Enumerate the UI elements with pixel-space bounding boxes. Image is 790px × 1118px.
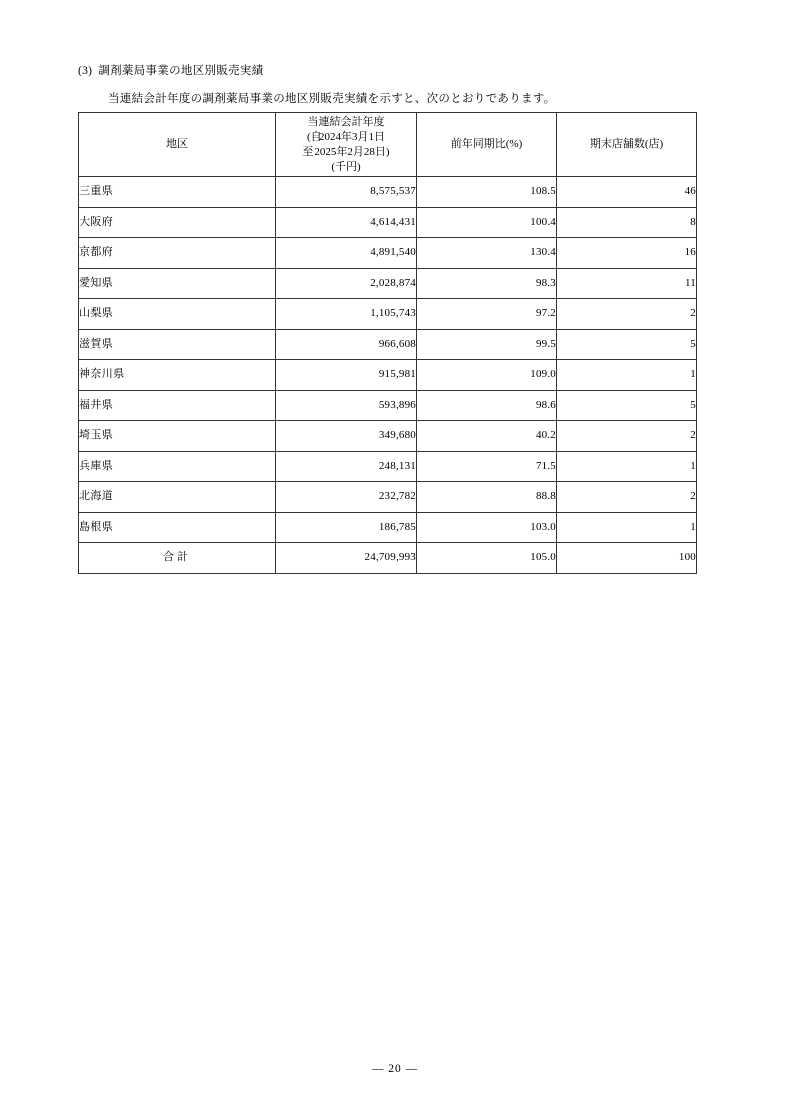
cell-stores: 46: [557, 177, 697, 208]
column-header-stores: [557, 113, 697, 177]
cell-amount: 186,785: [276, 512, 417, 543]
cell-amount: 4,614,431: [276, 207, 417, 238]
table-row: [79, 451, 697, 482]
table-row: [79, 360, 697, 391]
cell-yoy: 40.2: [417, 421, 557, 452]
cell-stores: 2: [557, 482, 697, 513]
column-header-amount: [276, 113, 417, 177]
cell-yoy: 71.5: [417, 451, 557, 482]
cell-region: 京都府: [79, 238, 276, 269]
cell-stores: 2: [557, 299, 697, 330]
cell-region: 山梨県: [79, 299, 276, 330]
table-row: [79, 482, 697, 513]
column-header-region-label: 地区: [166, 138, 188, 151]
cell-amount: 593,896: [276, 390, 417, 421]
cell-region: 兵庫県: [79, 451, 276, 482]
table-row: [79, 207, 697, 238]
cell-yoy-total: 105.0: [417, 543, 557, 574]
cell-yoy: 100.4: [417, 207, 557, 238]
cell-region: 北海道: [79, 482, 276, 513]
cell-region: 神奈川県: [79, 360, 276, 391]
regional-sales-table: [78, 112, 697, 574]
cell-amount: 966,608: [276, 329, 417, 360]
cell-region: 大阪府: [79, 207, 276, 238]
cell-region-total: 合計: [79, 543, 276, 574]
cell-stores: 11: [557, 268, 697, 299]
cell-stores: 2: [557, 421, 697, 452]
cell-yoy: 109.0: [417, 360, 557, 391]
cell-stores: 1: [557, 451, 697, 482]
cell-yoy: 108.5: [417, 177, 557, 208]
column-header-amount-unit: (千円): [331, 160, 361, 173]
table-row: [79, 177, 697, 208]
cell-yoy: 98.6: [417, 390, 557, 421]
cell-region: 島根県: [79, 512, 276, 543]
cell-yoy: 103.0: [417, 512, 557, 543]
cell-yoy: 97.2: [417, 299, 557, 330]
period-to-date: 2025年2月28日): [314, 145, 390, 158]
table-row-total: [79, 543, 697, 574]
cell-stores: 5: [557, 329, 697, 360]
table-header: [79, 113, 697, 177]
cell-region: 三重県: [79, 177, 276, 208]
section-number: (3): [78, 65, 93, 77]
table-row: [79, 238, 697, 269]
table-row: [79, 512, 697, 543]
cell-stores: 1: [557, 512, 697, 543]
cell-yoy: 130.4: [417, 238, 557, 269]
period-from-date: 2024年3月1日: [319, 130, 385, 143]
cell-amount: 1,105,743: [276, 299, 417, 330]
cell-region: 愛知県: [79, 268, 276, 299]
column-header-stores-label: 期末店舗数(店): [589, 138, 664, 151]
cell-amount: 2,028,874: [276, 268, 417, 299]
cell-yoy: 88.8: [417, 482, 557, 513]
column-header-yoy-label: 前年同期比(%): [450, 138, 523, 151]
cell-amount: 8,575,537: [276, 177, 417, 208]
cell-stores: 16: [557, 238, 697, 269]
period-to-mark: 至: [302, 145, 314, 158]
column-header-yoy: [417, 113, 557, 177]
cell-amount: 232,782: [276, 482, 417, 513]
section-title: 調剤薬局事業の地区別販売実績: [98, 65, 264, 77]
table-header-row: [79, 113, 697, 177]
period-from-mark: (自: [307, 130, 322, 143]
cell-region: 埼玉県: [79, 421, 276, 452]
table-row: [79, 299, 697, 330]
cell-amount: 4,891,540: [276, 238, 417, 269]
cell-amount: 349,680: [276, 421, 417, 452]
section-heading: [78, 62, 264, 78]
cell-stores-total: 100: [557, 543, 697, 574]
cell-region: 滋賀県: [79, 329, 276, 360]
cell-stores: 5: [557, 390, 697, 421]
cell-amount: 248,131: [276, 451, 417, 482]
table-body: [79, 177, 697, 574]
cell-stores: 8: [557, 207, 697, 238]
cell-yoy: 98.3: [417, 268, 557, 299]
cell-amount-total: 24,709,993: [276, 543, 417, 574]
column-header-region: [79, 113, 276, 177]
column-header-period-title: 当連結会計年度: [307, 116, 385, 128]
cell-region: 福井県: [79, 390, 276, 421]
table-row: [79, 329, 697, 360]
cell-stores: 1: [557, 360, 697, 391]
table-row: [79, 268, 697, 299]
page-number: — 20 —: [371, 1063, 419, 1075]
table-row: [79, 421, 697, 452]
table-row: [79, 390, 697, 421]
lead-paragraph: 当連結会計年度の調剤薬局事業の地区別販売実績を示すと、次のとおりであります。: [108, 93, 556, 105]
cell-yoy: 99.5: [417, 329, 557, 360]
cell-amount: 915,981: [276, 360, 417, 391]
